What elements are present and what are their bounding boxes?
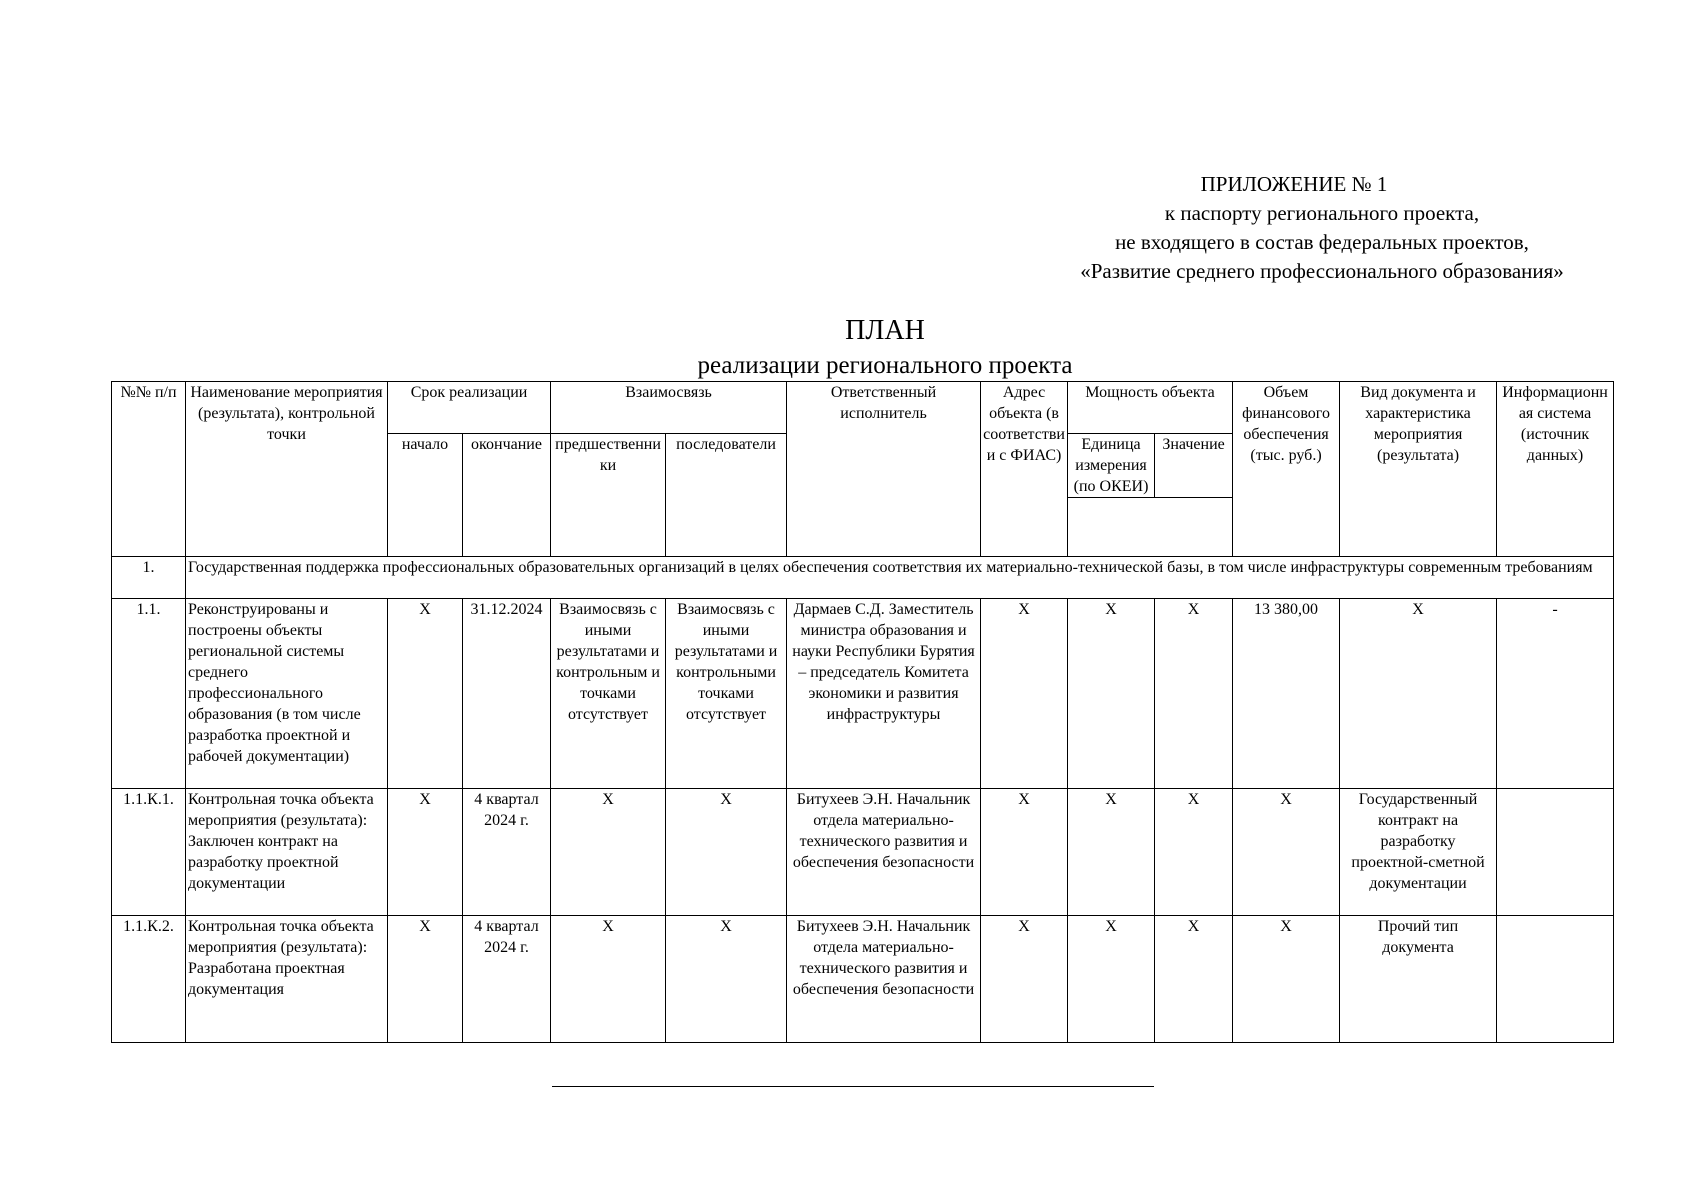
footer-divider <box>552 1086 1154 1087</box>
row-finance: 13 380,00 <box>1233 599 1340 789</box>
plan-table <box>111 381 1614 1043</box>
row-unit: X <box>1068 916 1155 1043</box>
header-link: Взаимосвязь <box>551 382 787 434</box>
header-term-end: окончание <box>463 434 551 557</box>
row-info <box>1497 916 1614 1043</box>
row-responsible: Дармаев С.Д. Заместитель министра образования и науки Республики Бурятия – председатель Комитета экономики и развития инфраструктуры <box>787 599 981 789</box>
row-value: X <box>1155 599 1233 789</box>
row-doc: X <box>1340 599 1497 789</box>
row-start: X <box>388 599 463 789</box>
table-row <box>112 789 1614 916</box>
row-finance: X <box>1233 916 1340 1043</box>
row-end: 4 квартал 2024 г. <box>463 916 551 1043</box>
row-end: 4 квартал 2024 г. <box>463 789 551 916</box>
header-row-1 <box>112 382 1614 434</box>
section-num: 1. <box>112 557 186 599</box>
section-row <box>112 557 1614 599</box>
header-link-pred: предшественники <box>551 434 666 557</box>
header-capacity: Мощность объекта <box>1068 382 1233 434</box>
row-successors: Взаимосвязь с иными результатами и контрольными точками отсутствует <box>666 599 787 789</box>
row-successors: X <box>666 789 787 916</box>
row-predecessors: Взаимосвязь с иными результатами и контрольным и точками отсутствует <box>551 599 666 789</box>
appendix-line-3: не входящего в состав федеральных проектов, <box>1115 230 1529 254</box>
header-responsible: Ответственный исполнитель <box>787 382 981 557</box>
row-name: Реконструированы и построены объекты региональной системы среднего профессионального образования (в том числе разработка проектной и рабочей документации) <box>186 599 388 789</box>
header-capacity-value: Значение <box>1155 434 1233 498</box>
row-info <box>1497 789 1614 916</box>
row-start: X <box>388 916 463 1043</box>
row-responsible: Битухеев Э.Н. Начальник отдела материально-технического развития и обеспечения безопасности <box>787 789 981 916</box>
row-unit: X <box>1068 599 1155 789</box>
appendix-line-2: к паспорту регионального проекта, <box>1164 201 1480 225</box>
header-name: Наименование мероприятия (результата), контрольной точки <box>186 382 388 557</box>
appendix-header <box>900 170 1698 286</box>
plan-subtitle: реализации регионального проекта <box>697 352 1073 379</box>
row-doc: Прочий тип документа <box>1340 916 1497 1043</box>
row-num: 1.1. <box>112 599 186 789</box>
header-doc-type: Вид документа и характеристика мероприятия (результата) <box>1340 382 1497 557</box>
row-responsible: Битухеев Э.Н. Начальник отдела материально-технического развития и обеспечения безопасности <box>787 916 981 1043</box>
header-link-succ: последователи <box>666 434 787 557</box>
row-start: X <box>388 789 463 916</box>
header-finance: Объем финансового обеспечения (тыс. руб.) <box>1233 382 1340 557</box>
row-successors: X <box>666 916 787 1043</box>
header-term: Срок реализации <box>388 382 551 434</box>
row-num: 1.1.К.2. <box>112 916 186 1043</box>
header-term-start: начало <box>388 434 463 557</box>
row-doc: Государственный контракт на разработку проектной-сметной документации <box>1340 789 1497 916</box>
header-address: Адрес объекта (в соответствии с ФИАС) <box>981 382 1068 557</box>
appendix-number: ПРИЛОЖЕНИЕ № 1 <box>1200 172 1388 196</box>
row-unit: X <box>1068 789 1155 916</box>
row-predecessors: X <box>551 789 666 916</box>
row-address: X <box>981 599 1068 789</box>
table-row <box>112 599 1614 789</box>
section-title: Государственная поддержка профессиональных образовательных организаций в целях обеспечения соответствия их материально-технической базы, в том числе инфраструктуры современным требованиям <box>186 557 1614 599</box>
row-predecessors: X <box>551 916 666 1043</box>
header-num: №№ п/п <box>112 382 186 557</box>
row-name: Контрольная точка объекта мероприятия (результата): Разработана проектная документация <box>186 916 388 1043</box>
appendix-line-4: «Развитие среднего профессионального образования» <box>1080 259 1564 283</box>
table-row <box>112 916 1614 1043</box>
row-finance: X <box>1233 789 1340 916</box>
row-address: X <box>981 916 1068 1043</box>
row-end: 31.12.2024 <box>463 599 551 789</box>
row-name: Контрольная точка объекта мероприятия (результата): Заключен контракт на разработку проектной документации <box>186 789 388 916</box>
row-value: X <box>1155 916 1233 1043</box>
row-num: 1.1.К.1. <box>112 789 186 916</box>
header-info-system: Информационная система (источник данных) <box>1497 382 1614 557</box>
row-address: X <box>981 789 1068 916</box>
row-value: X <box>1155 789 1233 916</box>
plan-title: ПЛАН <box>845 315 925 346</box>
row-info: - <box>1497 599 1614 789</box>
header-capacity-unit: Единица измерения (по ОКЕИ) <box>1068 434 1155 498</box>
